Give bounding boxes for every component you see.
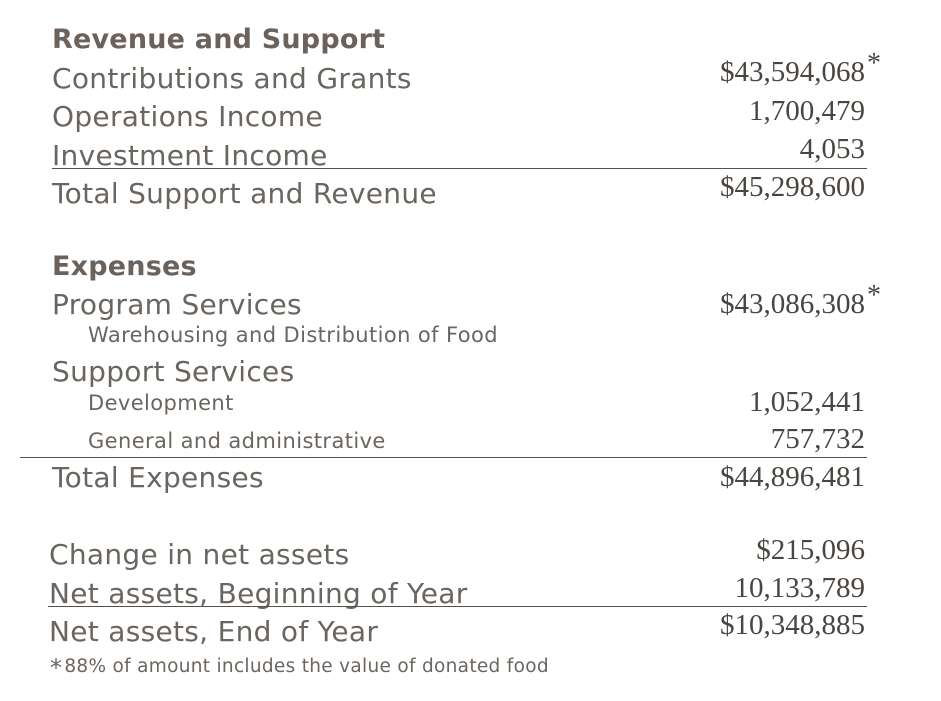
net-assets-beginning-label: Net assets, Beginning of Year [49,577,468,610]
change-net-assets-label: Change in net assets [49,538,350,571]
contributions-footnote-mark: * [867,48,881,79]
program-services-label: Program Services [52,288,302,321]
general-admin-label: General and administrative [88,429,386,453]
net-assets-total-rule [48,606,867,607]
program-services-description: Warehousing and Distribution of Food [88,323,498,347]
revenue-heading: Revenue and Support [52,24,386,55]
investment-income-label: Investment Income [52,139,328,172]
total-expenses-amount: $44,896,481 [720,461,865,493]
revenue-total-rule [52,168,867,169]
total-expenses-label: Total Expenses [52,461,264,494]
footnote-text: 88% of amount includes the value of donated food [64,656,549,677]
operations-income-label: Operations Income [52,100,323,133]
program-services-amount: $43,086,308 [720,288,865,320]
program-services-footnote-mark: * [867,280,881,311]
contributions-label: Contributions and Grants [52,62,412,95]
expenses-total-rule [20,457,867,458]
footnote [50,650,549,682]
change-net-assets-amount: $215,096 [756,534,865,566]
contributions-amount: $43,594,068 [720,56,865,88]
investment-income-amount: 4,053 [799,133,865,165]
development-label: Development [88,391,234,415]
total-revenue-amount: $45,298,600 [720,171,865,203]
net-assets-end-label: Net assets, End of Year [49,615,379,648]
support-services-label: Support Services [52,355,295,388]
development-amount: 1,052,441 [749,386,865,418]
operations-income-amount: 1,700,479 [749,95,865,127]
net-assets-end-amount: $10,348,885 [720,609,865,641]
expenses-heading: Expenses [52,251,197,282]
general-admin-amount: 757,732 [770,423,865,455]
footnote-mark: * [50,654,63,682]
net-assets-beginning-amount: 10,133,789 [734,572,865,604]
total-revenue-label: Total Support and Revenue [52,177,437,210]
